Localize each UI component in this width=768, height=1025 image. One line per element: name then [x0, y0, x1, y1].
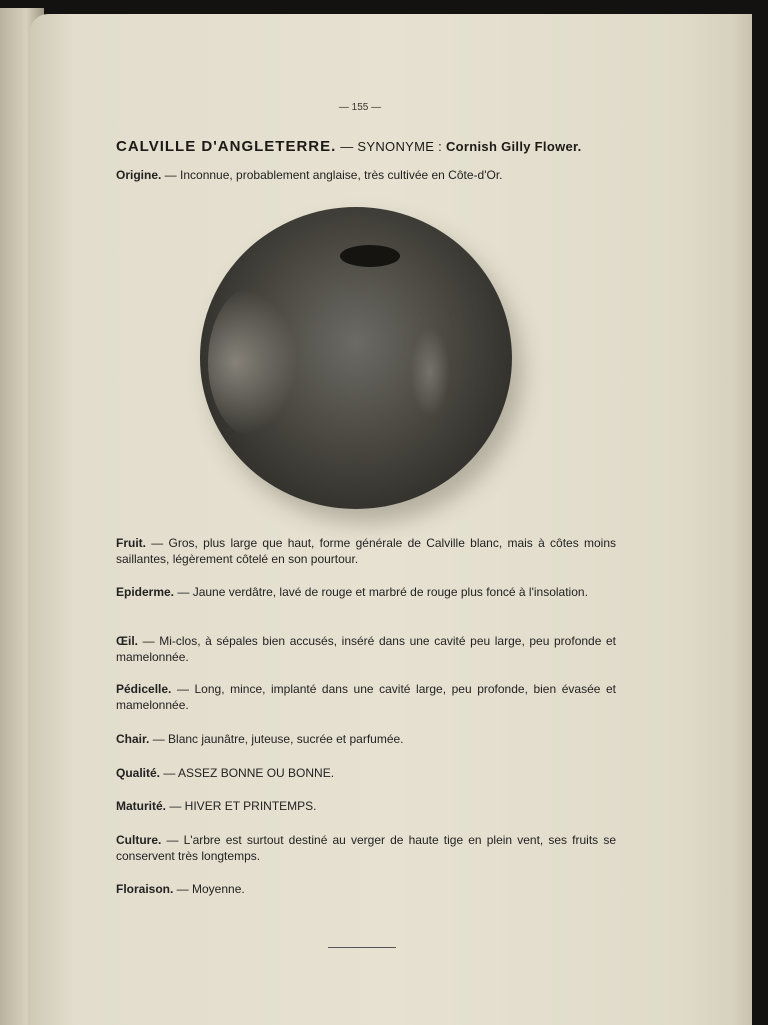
entry-text: — HIVER ET PRINTEMPS. [166, 799, 317, 813]
variety-heading [116, 138, 676, 155]
page-fore-edge [730, 14, 752, 1025]
entry-text: — Jaune verdâtre, lavé de rouge et marbré de rouge plus foncé à l'insolation. [174, 585, 588, 599]
entry-label: Culture. [116, 833, 162, 847]
entry-label: Maturité. [116, 799, 167, 813]
synonym-name: Cornish Gilly Flower. [445, 139, 582, 154]
entry-pedicelle [116, 681, 616, 713]
entry-text: — Long, mince, implanté dans une cavité large, peu profonde, bien évasée et mamelonnée. [116, 682, 616, 712]
entry-text: — Moyenne. [173, 882, 245, 896]
entry-culture [116, 832, 616, 864]
entry-oeil [116, 633, 616, 665]
closing-rule [328, 947, 396, 948]
origin-line [116, 168, 676, 182]
apple-photo [200, 207, 512, 509]
entry-text: — L'arbre est surtout destiné au verger de haute tige en plein vent, ses fruits se conservent très longtemps. [116, 833, 616, 863]
entry-label: Œil. [116, 634, 139, 648]
book-page [30, 14, 752, 1025]
entry-epiderme [116, 584, 616, 600]
origin-label: Origine. [116, 168, 162, 182]
entry-floraison [116, 881, 616, 897]
page-number: — 155 — [338, 102, 382, 113]
entry-maturite [116, 798, 616, 814]
origin-text: — Inconnue, probablement anglaise, très cultivée en Côte-d'Or. [161, 168, 503, 182]
apple-highlight-secondary [410, 327, 450, 417]
entry-text: — Mi-clos, à sépales bien accusés, inséré dans une cavité peu large, peu profonde et mamelonnée. [116, 634, 616, 664]
entry-label: Chair. [116, 732, 150, 746]
entry-label: Pédicelle. [116, 682, 172, 696]
apple-highlight [208, 287, 298, 437]
apple-stem-cavity [340, 245, 400, 267]
variety-title: CALVILLE D'ANGLETERRE. [116, 138, 337, 155]
entry-label: Floraison. [116, 882, 174, 896]
entry-label: Epiderme. [116, 585, 175, 599]
entry-fruit [116, 535, 616, 567]
entry-text: — Blanc jaunâtre, juteuse, sucrée et parfumée. [149, 732, 404, 746]
entry-text: — ASSEZ BONNE OU BONNE. [160, 766, 335, 780]
synonym-separator: — SYNONYME : [336, 139, 446, 154]
entry-label: Fruit. [116, 536, 146, 550]
entry-qualite [116, 765, 616, 781]
entry-label: Qualité. [116, 766, 161, 780]
entry-text: — Gros, plus large que haut, forme générale de Calville blanc, mais à côtes moins saillantes, légèrement côtelé en son pourtour. [116, 536, 616, 566]
entry-chair [116, 731, 616, 747]
